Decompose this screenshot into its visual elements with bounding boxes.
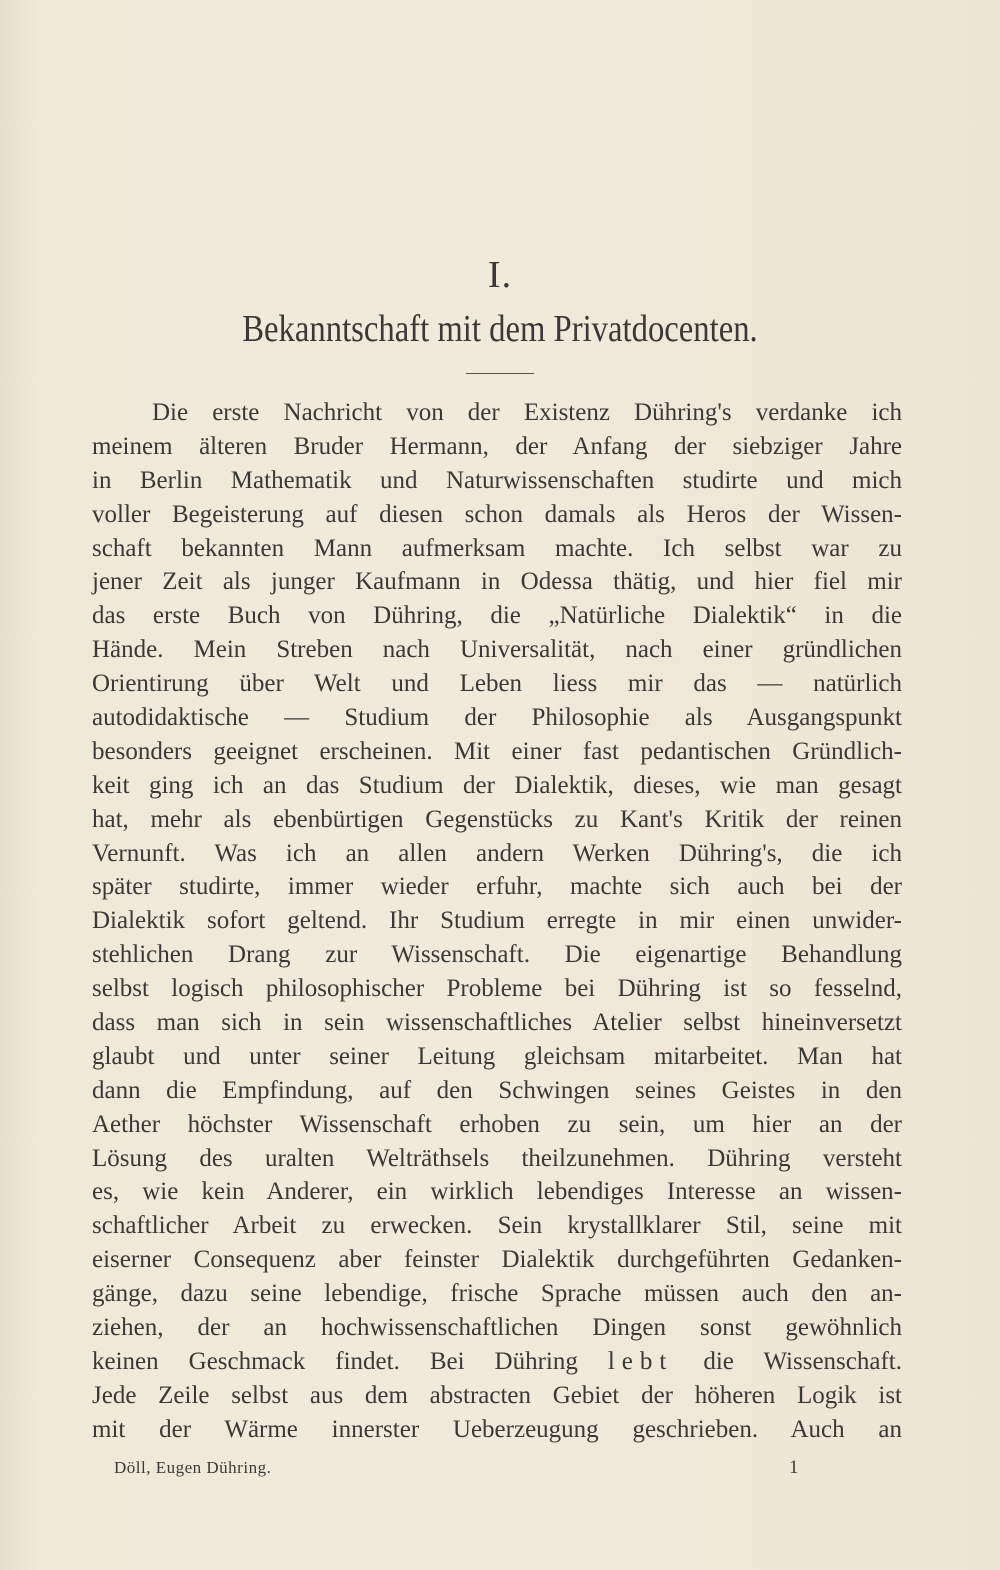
text-line: in Berlin Mathematik und Naturwissenschaften studirte und mich [92,466,902,494]
chapter-body [92,396,902,1447]
text-line: schaft bekannten Mann aufmerksam machte. Ich selbst war zu [92,534,902,562]
text-line: Aether höchster Wissenschaft erhoben zu sein, um hier an der [92,1110,902,1138]
text-line: hat, mehr als ebenbürtigen Gegenstücks zu Kant's Kritik der reinen [92,805,902,833]
text-line: Lösung des uralten Welträthsels theilzunehmen. Dühring versteht [92,1144,902,1172]
text-line: Orientirung über Welt und Leben liess mir das — natürlich [92,670,902,698]
text-line: gänge, dazu seine lebendige, frische Sprache müssen auch den an- [92,1280,902,1308]
text-line: meinem älteren Bruder Hermann, der Anfang der siebziger Jahre [92,432,902,460]
page-footer [92,1456,902,1480]
text-line: mit der Wärme innerster Ueberzeugung geschrieben. Auch an [92,1415,902,1443]
emphasized-word: lebt [607,1347,674,1375]
footer-signature: Döll, Eugen Dühring. [114,1458,272,1477]
text-line: schaftlicher Arbeit zu erwecken. Sein krystallklarer Stil, seine mit [92,1212,902,1240]
text-line: selbst logisch philosophischer Probleme bei Dühring ist so fesselnd, [92,975,902,1003]
text-line: besonders geeignet erscheinen. Mit einer fast pedantischen Gründlich- [92,737,902,765]
line-text: keinen Geschmack findet. Bei Dühring [92,1347,578,1375]
text-line: autodidaktische — Studium der Philosophie als Ausgangspunkt [92,704,902,732]
text-line: Dialektik sofort geltend. Ihr Studium erregte in mir einen unwider- [92,907,902,935]
text-line: voller Begeisterung auf diesen schon damals als Heros der Wissen- [92,500,902,528]
text-line: später studirte, immer wieder erfuhr, machte sich auch bei der [92,873,902,901]
text-line: Die erste Nachricht von der Existenz Dühring's verdanke ich [152,399,902,426]
chapter-number: I. [487,254,513,296]
text-line: Jede Zeile selbst aus dem abstracten Gebiet der höheren Logik ist [92,1381,902,1409]
text-line: jener Zeit als junger Kaufmann in Odessa thätig, und hier fiel mir [92,568,902,596]
text-line: glaubt und unter seiner Leitung gleichsam mitarbeitet. Man hat [92,1042,902,1070]
line-text: die Wissenschaft. [703,1347,902,1375]
text-line: es, wie kein Anderer, ein wirklich lebendiges Interesse an wissen- [92,1178,902,1206]
text-line: keit ging ich an das Studium der Dialektik, dieses, wie man gesagt [92,771,902,799]
sheet-number: 1 [789,1457,799,1478]
text-line: das erste Buch von Dühring, die „Natürliche Dialektik“ in die [92,602,902,630]
text-line: Hände. Mein Streben nach Universalität, nach einer gründlichen [92,636,902,664]
text-line [92,1345,902,1379]
text-line: ziehen, der an hochwissenschaftlichen Dingen sonst gewöhnlich [92,1314,902,1342]
title-divider [466,373,534,374]
text-line: dass man sich in sein wissenschaftliches Atelier selbst hineinversetzt [92,1009,902,1037]
text-line: stehlichen Drang zur Wissenschaft. Die eigenartige Behandlung [92,941,902,969]
chapter-title: Bekanntschaft mit dem Privatdocenten. [242,308,758,350]
text-line: eiserner Consequenz aber feinster Dialektik durchgeführten Gedanken- [92,1246,902,1274]
text-line: dann die Empfindung, auf den Schwingen seines Geistes in den [92,1076,902,1104]
text-line: Vernunft. Was ich an allen andern Werken Dühring's, die ich [92,839,902,867]
